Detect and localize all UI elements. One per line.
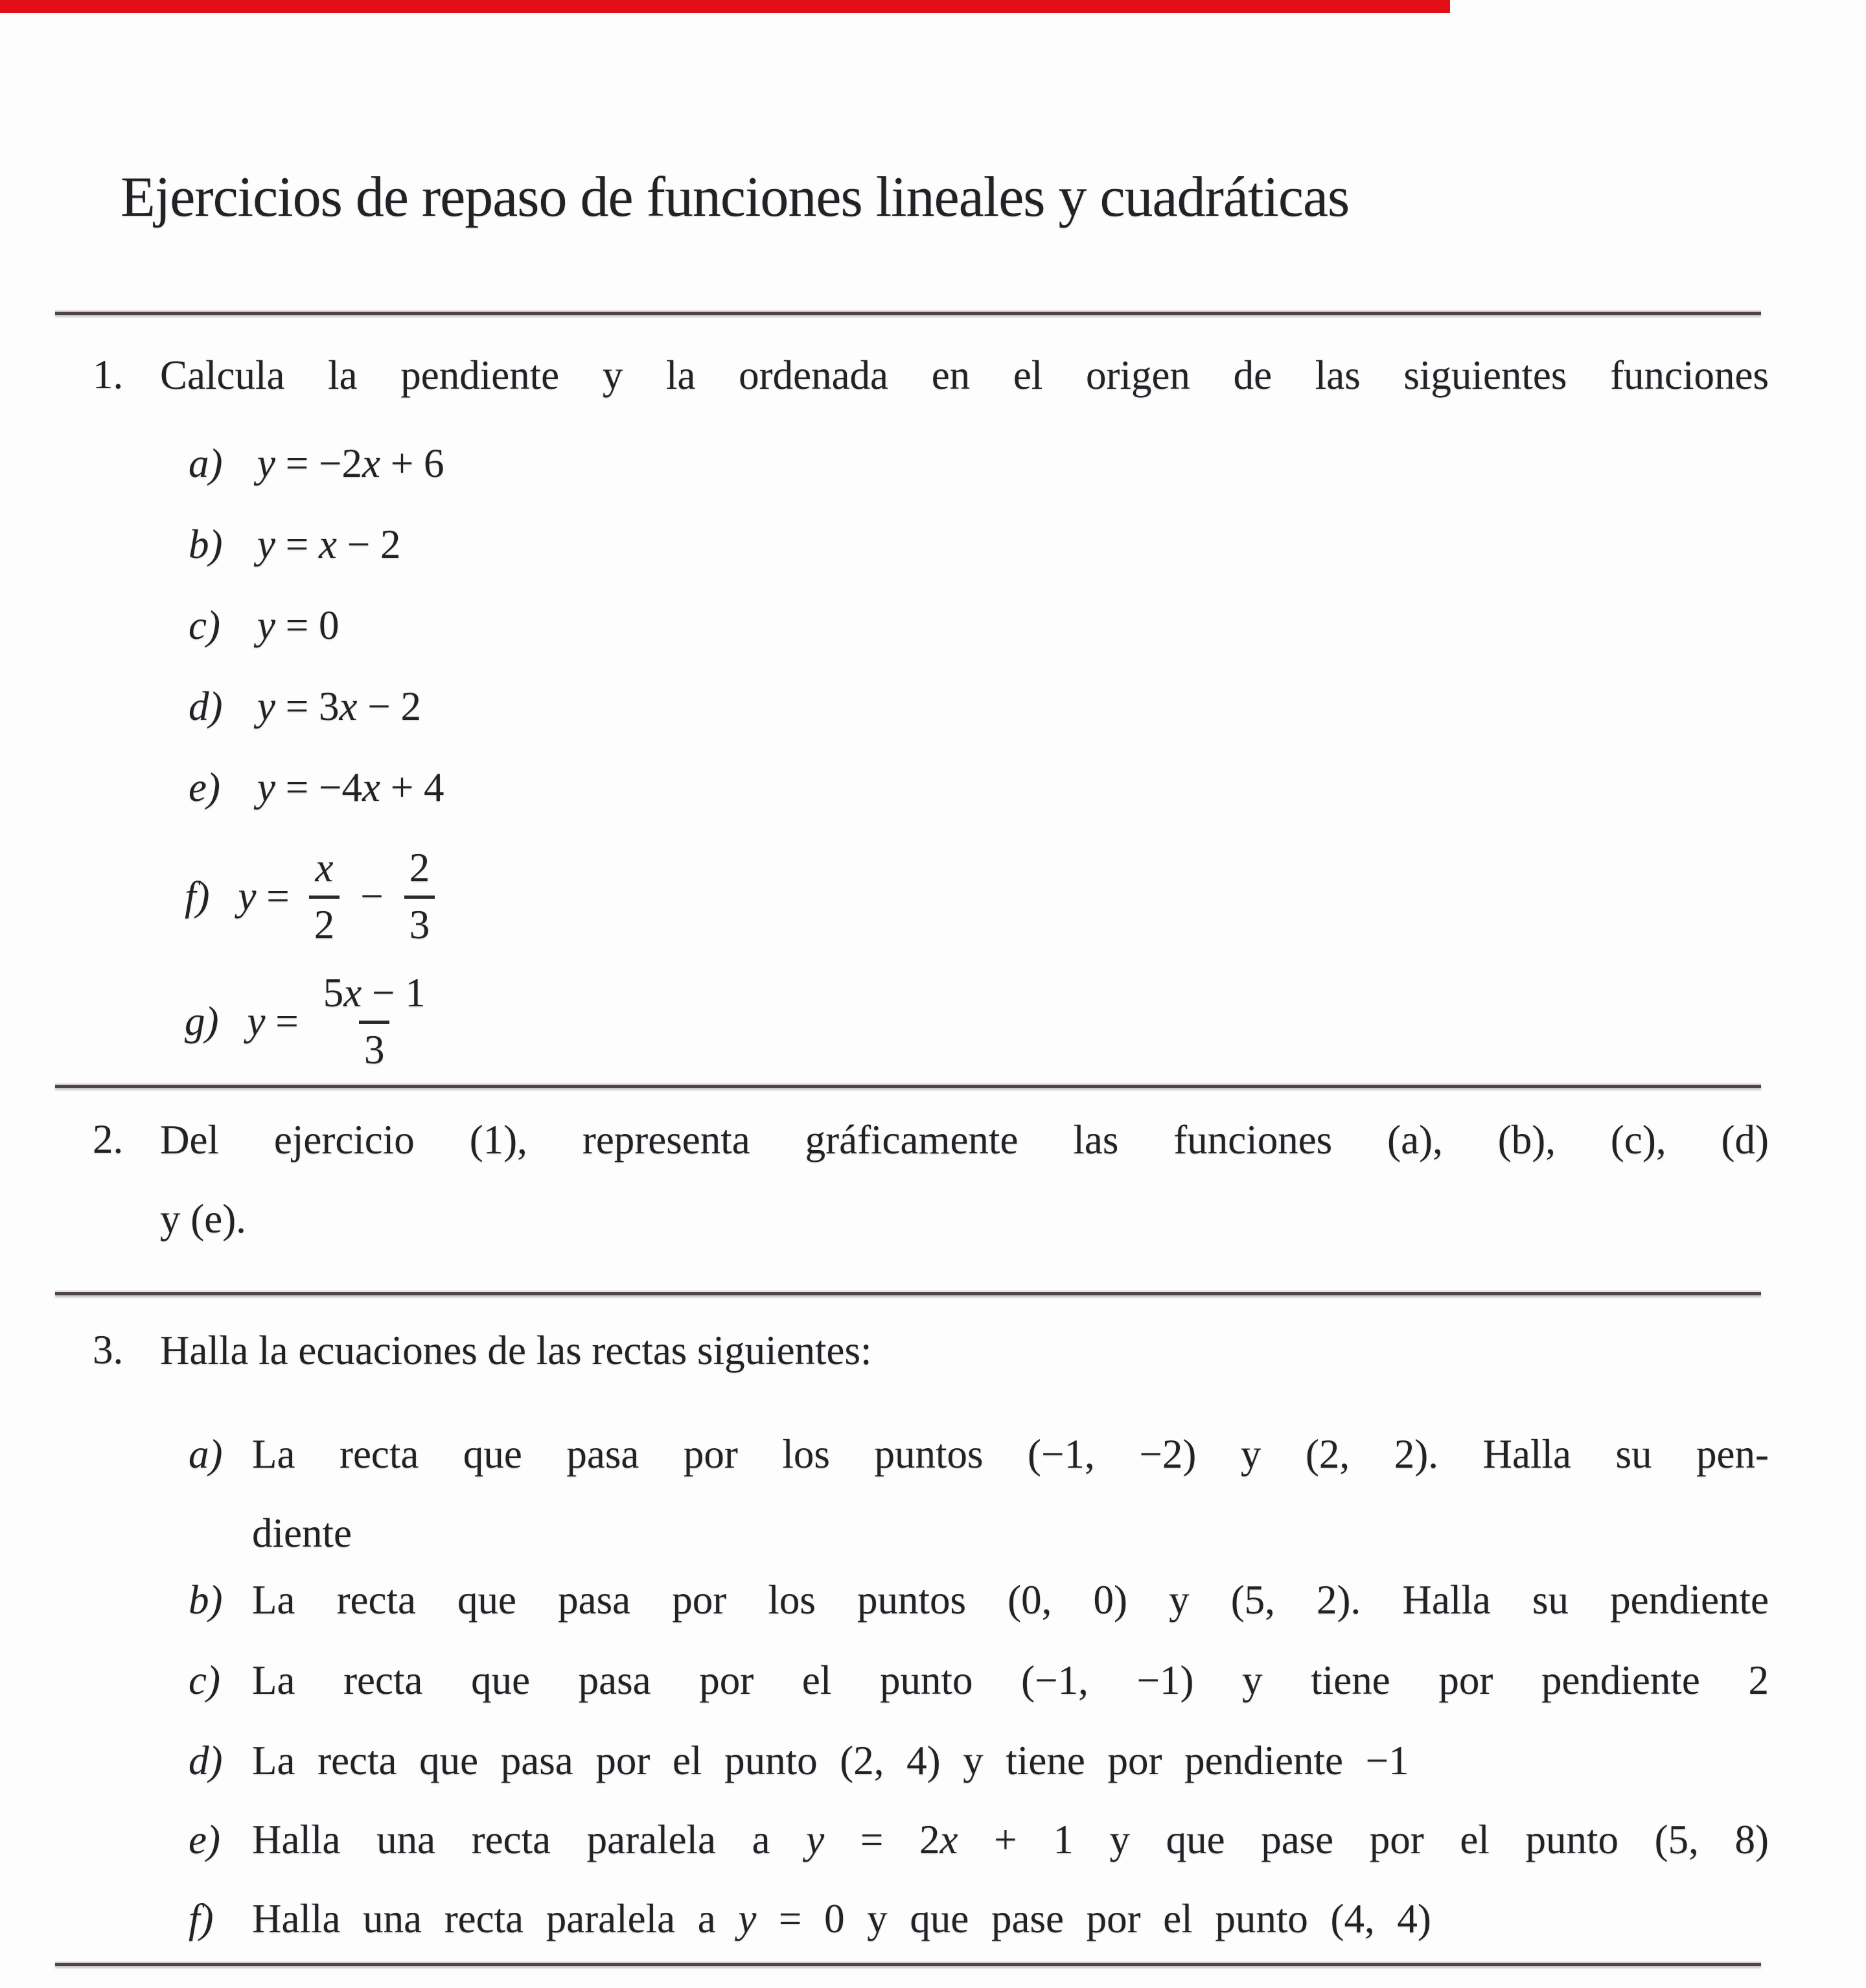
fraction-denominator: 3 (359, 1021, 390, 1072)
divider-rule-3 (55, 1292, 1761, 1295)
section-3-number: 3. (93, 1327, 124, 1372)
item-label: e) (189, 1817, 220, 1862)
fraction-5x-1-over-3 (318, 971, 431, 1073)
section-2-text-line-2: y (e). (160, 1196, 246, 1242)
math-span: (0, 0) (1008, 1577, 1127, 1623)
fraction-2-over-3 (404, 846, 435, 948)
equation-lhs: y = (238, 873, 290, 919)
divider-rule-2 (55, 1085, 1761, 1088)
item-label: f) (185, 873, 210, 919)
section-1-number: 1. (93, 352, 124, 397)
equation-lhs: y = (247, 999, 299, 1045)
item-text: Halla una recta paralela a y = 0 y que pase por el punto (4, 4) (252, 1896, 1431, 1941)
item-label: d) (189, 1738, 223, 1783)
equation-text: y = 0 (257, 603, 340, 648)
math-span: (2, 4) (840, 1738, 941, 1783)
equation-text: y = −4x + 4 (257, 765, 444, 810)
divider-rule-1 (55, 312, 1761, 315)
minus-operator: − (360, 873, 384, 919)
item-label: a) (189, 441, 223, 486)
fraction-denominator: 2 (309, 896, 340, 947)
section-2-text-line-1: Del ejercicio (1), representa gráficamente las funciones (a), (b), (c), (d) (160, 1117, 1769, 1162)
item-label: g) (185, 999, 219, 1045)
section-3-heading: Halla la ecuaciones de las rectas siguientes: (160, 1328, 872, 1373)
math-span: (2, 2) (1305, 1431, 1429, 1477)
item-text: La recta que pasa por el punto (2, 4) y tiene por pendiente −1 (252, 1738, 1409, 1783)
item-label: b) (189, 1577, 223, 1623)
item-label: c) (189, 1658, 220, 1703)
math-span: (−1, −1) (1021, 1658, 1194, 1703)
item-label: b) (189, 522, 223, 567)
math-span: (−1, −2) (1028, 1431, 1197, 1477)
item-label: c) (189, 603, 220, 648)
fraction-numerator: 5x − 1 (323, 970, 426, 1015)
item-text-line-1: La recta que pasa por los puntos (−1, −2) y (2, 2). Halla su pen- (252, 1431, 1769, 1477)
fraction-denominator: 3 (404, 896, 435, 947)
fraction-x-over-2 (309, 846, 340, 948)
fraction-numerator: x (315, 845, 334, 890)
equation-item-g (185, 971, 431, 1073)
section-2-number: 2. (93, 1116, 124, 1162)
item-text: La recta que pasa por el punto (−1, −1) y tiene por pendiente 2 (252, 1658, 1769, 1703)
item-text: La recta que pasa por los puntos (0, 0) y (5, 2). Halla su pendiente (252, 1577, 1769, 1623)
document-title: Ejercicios de repaso de funciones lineales y cuadráticas (121, 166, 1350, 229)
top-accent-bar (0, 0, 1450, 13)
math-span: (5, 2) (1230, 1577, 1351, 1623)
item-label: d) (189, 684, 223, 729)
item-label: e) (189, 765, 220, 810)
math-span: y = 2x + 1 (806, 1817, 1074, 1862)
item-label: f) (189, 1896, 214, 1941)
fraction-numerator: 2 (409, 845, 430, 890)
math-span: (5, 8) (1654, 1817, 1769, 1862)
equation-text: y = −2x + 6 (257, 441, 444, 486)
item-label: a) (189, 1431, 223, 1477)
math-span: y = 0 (738, 1896, 845, 1941)
divider-rule-4 (55, 1963, 1761, 1966)
equation-text: y = 3x − 2 (257, 684, 421, 729)
equation-item-f (185, 846, 435, 948)
item-text: Halla una recta paralela a y = 2x + 1 y que pase por el punto (5, 8) (252, 1817, 1769, 1862)
section-1-heading: Calcula la pendiente y la ordenada en el origen de las siguientes funciones (160, 353, 1769, 398)
item-text-line-2: diente (252, 1510, 352, 1556)
math-span: (4, 4) (1330, 1896, 1431, 1941)
equation-text: y = x − 2 (257, 522, 401, 567)
